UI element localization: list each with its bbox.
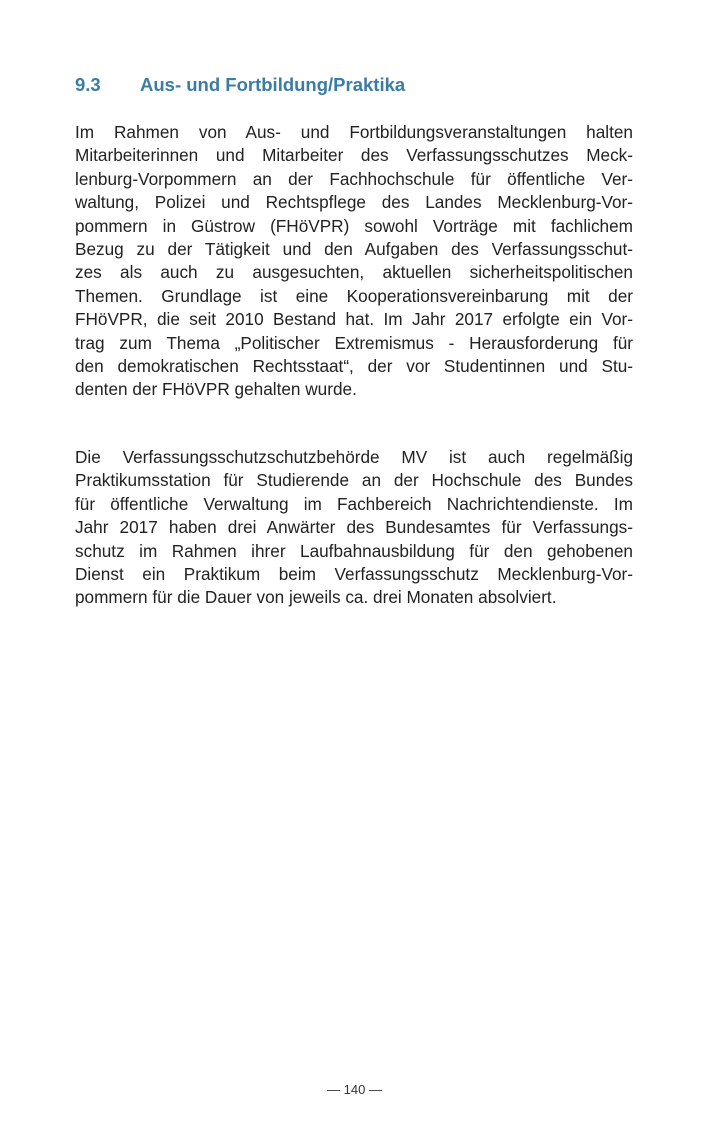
- text-line: Praktikumsstation für Studierende an der Hochschule des Bundes: [75, 470, 633, 491]
- text-line: denten der FHöVPR gehalten wurde.: [75, 379, 357, 400]
- section-heading: [75, 72, 635, 100]
- text-line: pommern in Güstrow (FHöVPR) sowohl Vorträge mit fachlichem: [75, 215, 633, 236]
- text-line: den demokratischen Rechtsstaat“, der vor Studentinnen und Stu-: [75, 356, 633, 377]
- section-title: Aus- und Fortbildung/Praktika: [140, 74, 406, 95]
- paragraph-2: [75, 446, 633, 610]
- text-line: zes als auch zu ausgesuchten, aktuellen sicherheitspolitischen: [75, 262, 633, 283]
- section-number: 9.3: [75, 74, 101, 95]
- text-line: Mitarbeiterinnen und Mitarbeiter des Verfassungsschutzes Meck-: [75, 145, 633, 166]
- page-number: — 140 —: [327, 1082, 382, 1097]
- text-line: Dienst ein Praktikum beim Verfassungsschutz Mecklenburg-Vor-: [75, 564, 633, 585]
- text-line: Themen. Grundlage ist eine Kooperationsvereinbarung mit der: [75, 285, 633, 306]
- text-line: Die Verfassungsschutzschutzbehörde MV ist auch regelmäßig: [75, 447, 633, 467]
- text-line: Bezug zu der Tätigkeit und den Aufgaben des Verfassungsschut-: [75, 239, 633, 260]
- text-line: schutz im Rahmen ihrer Laufbahnausbildung für den gehobenen: [75, 540, 633, 561]
- text-line: trag zum Thema „Politischer Extremismus - Herausforderung für: [75, 332, 633, 353]
- text-line: waltung, Polizei und Rechtspflege des Landes Mecklenburg-Vor-: [75, 192, 633, 213]
- text-line: für öffentliche Verwaltung im Fachbereich Nachrichtendienste. Im: [75, 493, 633, 514]
- text-line: Im Rahmen von Aus- und Fortbildungsveranstaltungen halten: [75, 122, 633, 142]
- text-line: pommern für die Dauer von jeweils ca. drei Monaten absolviert.: [75, 587, 557, 608]
- text-line: FHöVPR, die seit 2010 Bestand hat. Im Jahr 2017 erfolgte ein Vor-: [75, 309, 633, 330]
- text-line: lenburg-Vorpommern an der Fachhochschule für öffentliche Ver-: [75, 168, 633, 189]
- paragraph-1: [75, 121, 633, 402]
- text-line: Jahr 2017 haben drei Anwärter des Bundesamtes für Verfassungs-: [75, 517, 633, 538]
